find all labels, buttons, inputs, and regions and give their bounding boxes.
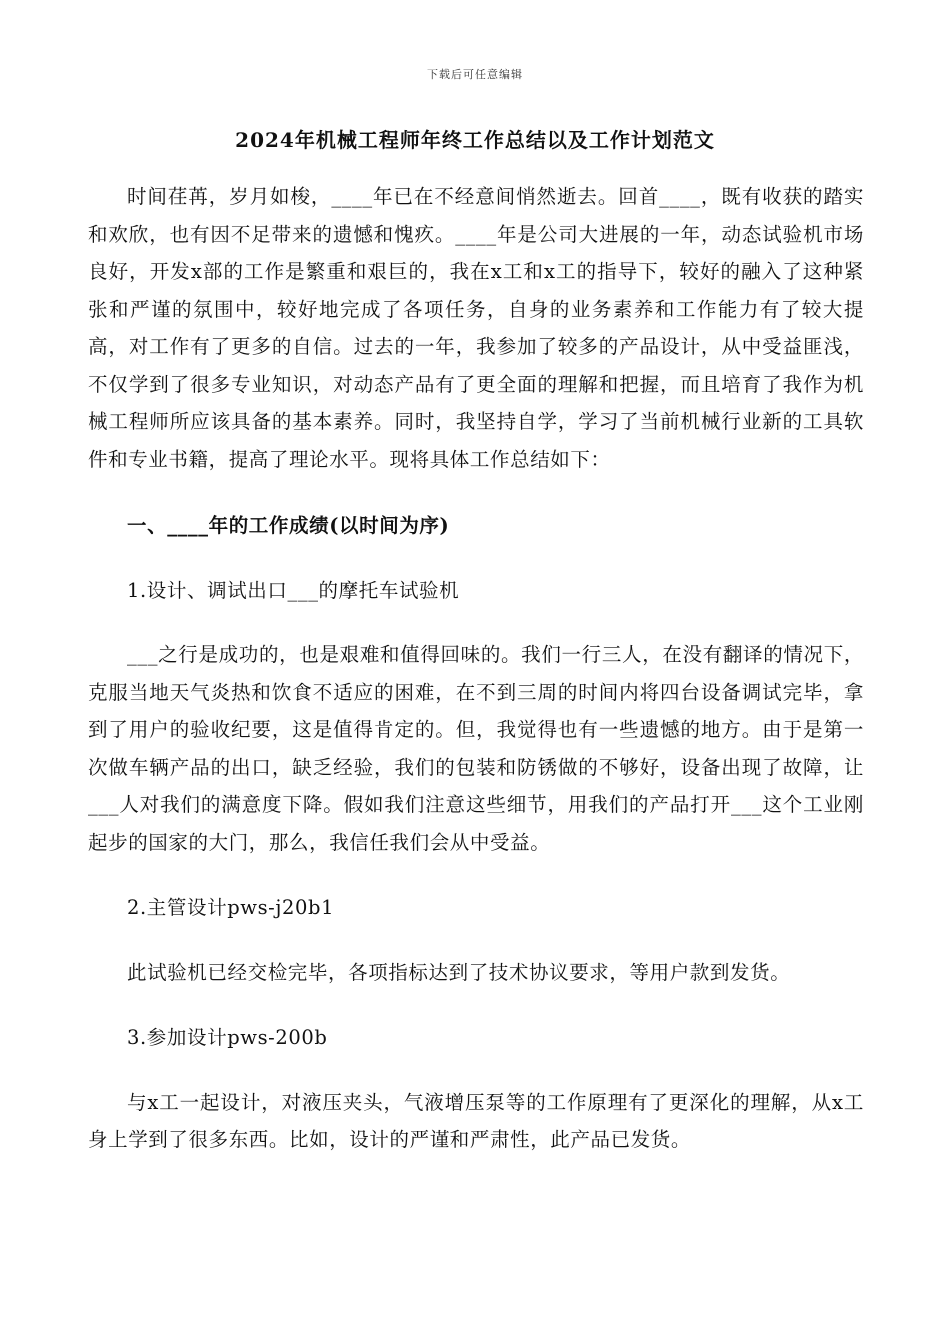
section-heading-achievements: 一、____年的工作成绩(以时间为序) <box>127 514 450 537</box>
item-paragraph-2: 此试验机已经交检完毕，各项指标达到了技术协议要求，等用户款到发货。 <box>127 960 791 984</box>
document-title: 2024年机械工程师年终工作总结以及工作计划范文 <box>235 128 715 152</box>
item-heading-2: 2.主管设计pws-j20b1 <box>127 896 335 919</box>
document-body <box>88 178 864 1159</box>
item-heading-1: 1.设计、调试出口___的摩托车试验机 <box>127 578 460 602</box>
item-paragraph-1: ___之行是成功的，也是艰难和值得回味的。我们一行三人，在没有翻译的情况下，克服当地天气炎热和饮食不适应的困难，在不到三周的时间内将四台设备调试完毕，拿到了用户的验收纪要，这是值得肯定的。但，我觉得也有一些遗憾的地方。由于是第一次做车辆产品的出口，缺乏经验，我们的包装和防锈做的不够好，设备出现了故障，让___人对我们的满意度下降。假如我们注意这些细节，用我们的产品打开___这个工业刚起步的国家的大门，那么，我信任我们会从中受益。 <box>88 643 864 854</box>
item-paragraph-3: 与x工一起设计，对液压夹头，气液增压泵等的工作原理有了更深化的理解，从x工身上学到了很多东西。比如，设计的严谨和严肃性，此产品已发货。 <box>88 1090 864 1151</box>
header-note: 下载后可任意编辑 <box>427 68 523 81</box>
intro-paragraph: 时间荏苒，岁月如梭，____年已在不经意间悄然逝去。回首____，既有收获的踏实和欢欣，也有因不足带来的遗憾和愧疚。____年是公司大进展的一年，动态试验机市场良好，开发x部的工作是繁重和艰巨的，我在x工和x工的指导下，较好的融入了这种紧张和严谨的氛围中，较好地完成了各项任务，自身的业务素养和工作能力有了较大提高，对工作有了更多的自信。过去的一年，我参加了较多的产品设计，从中受益匪浅，不仅学到了很多专业知识，对动态产品有了更全面的理解和把握，而且培育了我作为机械工程师所应该具备的基本素养。同时，我坚持自学，学习了当前机械行业新的工具软件和专业书籍，提高了理论水平。现将具体工作总结如下： <box>88 185 864 471</box>
item-heading-3: 3.参加设计pws-200b <box>127 1026 328 1049</box>
